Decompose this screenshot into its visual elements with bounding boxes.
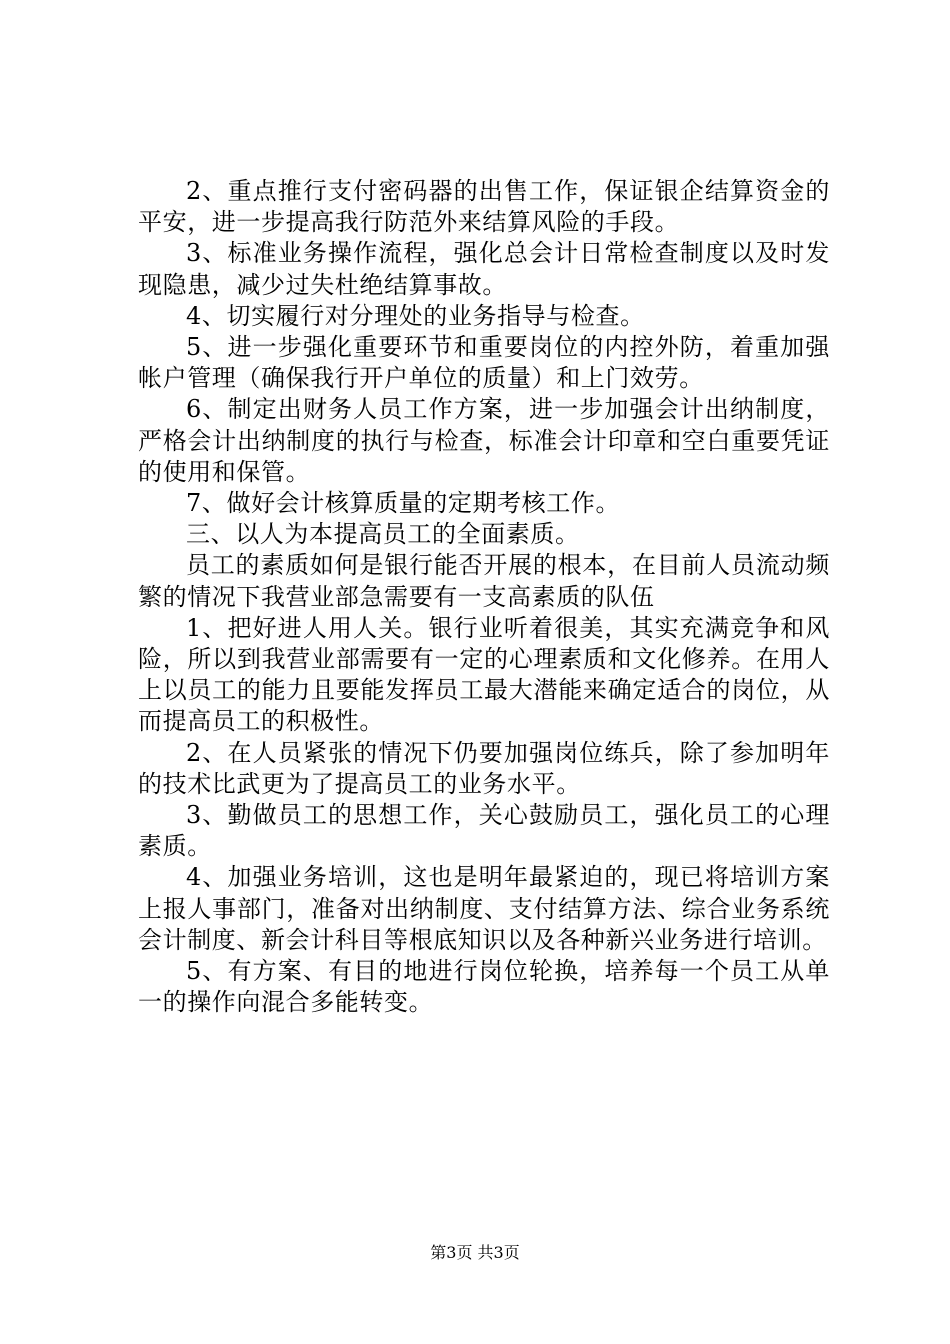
paragraph: 2、重点推行支付密码器的出售工作，保证银企结算资金的平安，进一步提高我行防范外来结算风险的手段。	[138, 177, 830, 237]
paragraph: 员工的素质如何是银行能否开展的根本，在目前人员流动频繁的情况下我营业部急需要有一支高素质的队伍	[138, 551, 830, 611]
paragraph: 5、有方案、有目的地进行岗位轮换，培养每一个员工从单一的操作向混合多能转变。	[138, 957, 830, 1017]
section-heading: 三、以人为本提高员工的全面素质。	[186, 520, 580, 549]
paragraph: 3、标准业务操作流程，强化总会计日常检查制度以及时发现隐患，减少过失杜绝结算事故。	[138, 239, 830, 299]
paragraph: 7、做好会计核算质量的定期考核工作。	[186, 489, 621, 518]
page-number-footer: 第3页 共3页	[430, 1243, 520, 1262]
paragraph: 6、制定出财务人员工作方案，进一步加强会计出纳制度，严格会计出纳制度的执行与检查，标准会计印章和空白重要凭证的使用和保管。	[138, 395, 830, 486]
paragraph: 4、加强业务培训，这也是明年最紧迫的，现已将培训方案上报人事部门，准备对出纳制度、支付结算方法、综合业务系统会计制度、新会计科目等根底知识以及各种新兴业务进行培训。	[138, 863, 830, 954]
paragraph: 2、在人员紧张的情况下仍要加强岗位练兵，除了参加明年的技术比武更为了提高员工的业务水平。	[138, 738, 830, 798]
document-body	[138, 176, 830, 1018]
paragraph: 5、进一步强化重要环节和重要岗位的内控外防，着重加强帐户管理（确保我行开户单位的质量）和上门效劳。	[138, 333, 830, 393]
paragraph: 4、切实履行对分理处的业务指导与检查。	[186, 301, 645, 330]
paragraph: 3、勤做员工的思想工作，关心鼓励员工，强化员工的心理素质。	[138, 801, 830, 861]
paragraph: 1、把好进人用人关。银行业听着很美，其实充满竞争和风险，所以到我营业部需要有一定的心理素质和文化修养。在用人上以员工的能力且要能发挥员工最大潜能来确定适合的岗位，从而提高员工的积极性。	[138, 613, 830, 736]
